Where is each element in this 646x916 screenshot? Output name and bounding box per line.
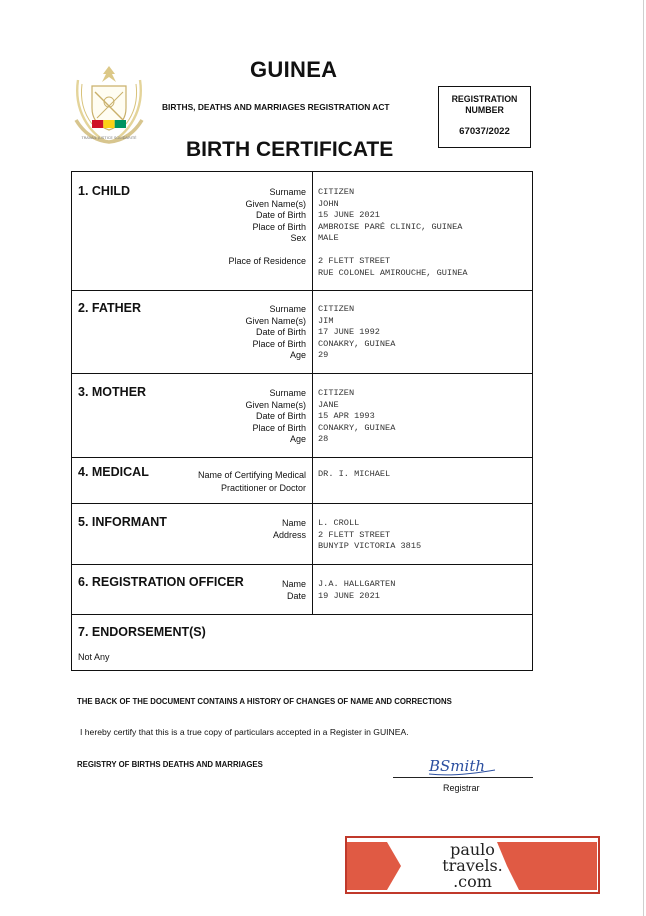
registration-number: 67037/2022	[459, 126, 510, 137]
section-title: 1. CHILD	[78, 184, 131, 198]
registrar-label: Registrar	[443, 783, 480, 793]
coat-of-arms-emblem	[68, 62, 150, 148]
watermark-logo	[345, 836, 600, 894]
section-title: 3. MOTHER	[78, 385, 147, 399]
section-title: 6. REGISTRATION OFFICER	[78, 575, 244, 589]
field-values: DR. I. MICHAEL	[318, 469, 391, 479]
registrar-signature	[425, 750, 505, 780]
certificate-table	[71, 171, 533, 671]
certification-statement: I hereby certify that this is a true copy of particulars accepted in a Register in GUINEA.	[80, 727, 409, 737]
back-of-document-note: THE BACK OF THE DOCUMENT CONTAINS A HISTORY OF CHANGES OF NAME AND CORRECTIONS	[77, 697, 452, 706]
field-values: CITIZEN JOHN 15 JUNE 2021 AMBROISE PARÉ CLINIC, GUINEA MALE 2 FLETT STREET RUE COLONEL AMIROUCHE, GUINEA	[318, 187, 468, 278]
endorsement-value: Not Any	[78, 652, 110, 662]
page-edge	[643, 0, 644, 916]
section-medical	[72, 458, 532, 504]
field-values: J.A. HALLGARTEN 19 JUNE 2021	[318, 579, 396, 601]
section-title: 5. INFORMANT	[78, 515, 167, 529]
section-title: 2. FATHER	[78, 301, 141, 315]
registration-label: REGISTRATION NUMBER	[451, 94, 518, 115]
field-labels: Surname Given Name(s) Date of Birth Place of Birth Sex Place of Residence	[228, 187, 306, 266]
svg-text:BSmith: BSmith	[429, 757, 486, 775]
field-values: CITIZEN JIM 17 JUNE 1992 CONAKRY, GUINEA 29	[318, 304, 396, 360]
section-father	[72, 291, 532, 374]
section-title: 7. ENDORSEMENT(S)	[78, 625, 206, 639]
section-title: 4. MEDICAL	[78, 465, 149, 479]
section-registration-officer	[72, 565, 532, 615]
field-labels: Name of Certifying Medical Practitioner or Doctor	[197, 470, 306, 493]
field-labels: Name Address	[272, 518, 306, 540]
act-title: BIRTHS, DEATHS AND MARRIAGES REGISTRATION ACT	[162, 102, 390, 112]
section-informant	[72, 504, 532, 565]
field-values: CITIZEN JANE 15 APR 1993 CONAKRY, GUINEA 28	[318, 388, 396, 444]
registry-label: REGISTRY OF BIRTHS DEATHS AND MARRIAGES	[77, 760, 263, 769]
section-mother	[72, 374, 532, 458]
watermark-text: paulo travels. .com	[442, 840, 503, 891]
field-labels: Surname Given Name(s) Date of Birth Place of Birth Age	[245, 388, 306, 444]
field-values: L. CROLL 2 FLETT STREET BUNYIP VICTORIA 3815	[318, 518, 422, 551]
field-labels: Surname Given Name(s) Date of Birth Place of Birth Age	[245, 304, 306, 360]
section-endorsements	[72, 615, 532, 670]
document-title: BIRTH CERTIFICATE	[186, 138, 394, 161]
registration-number-box	[438, 86, 531, 148]
country-title: GUINEA	[250, 57, 338, 82]
field-labels: Name Date	[281, 579, 306, 601]
emblem-motto: TRAVAIL JUSTICE SOLIDARITÉ	[81, 135, 137, 140]
section-child	[72, 172, 532, 291]
dove-icon	[102, 66, 116, 82]
signature-line	[393, 777, 533, 778]
